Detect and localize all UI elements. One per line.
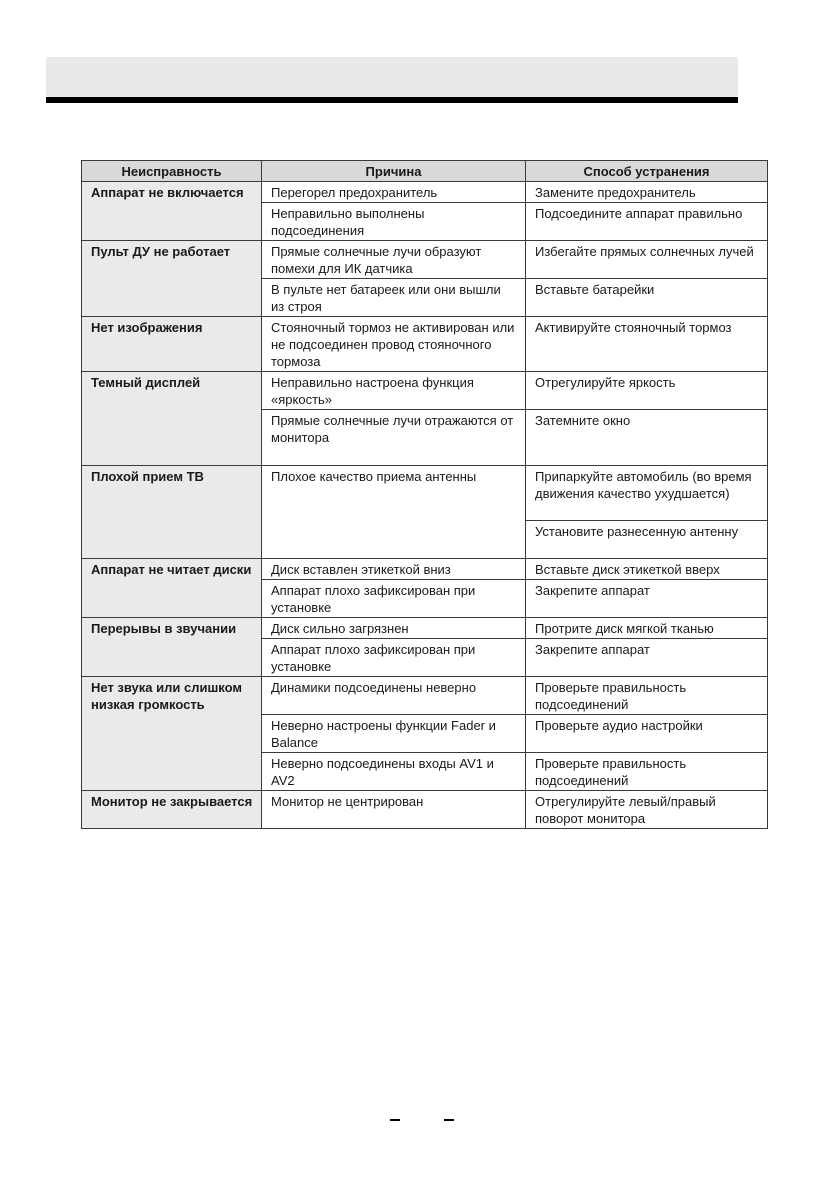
- remedy-cell: Припаркуйте автомобиль (во время движения качество ухудшается): [526, 466, 768, 521]
- remedy-cell: Закрепите аппарат: [526, 639, 768, 677]
- table-row: [82, 791, 768, 829]
- remedy-cell: Проверьте аудио настройки: [526, 715, 768, 753]
- fault-cell: Пульт ДУ не работает: [82, 241, 262, 317]
- remedy-cell: Установите разнесенную антенну: [526, 521, 768, 559]
- table-row: [82, 466, 768, 521]
- fault-cell: Перерывы в звучании: [82, 618, 262, 677]
- footer-dash-right: [444, 1119, 454, 1121]
- remedy-cell: Проверьте правильность подсоединений: [526, 753, 768, 791]
- column-header-cause: Причина: [262, 161, 526, 182]
- remedy-cell: Затемните окно: [526, 410, 768, 466]
- remedy-cell: Протрите диск мягкой тканью: [526, 618, 768, 639]
- table-header-row: [82, 161, 768, 182]
- cause-cell: Неверно настроены функции Fader и Balance: [262, 715, 526, 753]
- remedy-cell: Отрегулируйте левый/правый поворот монитора: [526, 791, 768, 829]
- remedy-cell: Закрепите аппарат: [526, 580, 768, 618]
- cause-cell: Плохое качество приема антенны: [262, 466, 526, 559]
- remedy-cell: Вставьте батарейки: [526, 279, 768, 317]
- cause-cell: Перегорел предохранитель: [262, 182, 526, 203]
- fault-cell: Плохой прием ТВ: [82, 466, 262, 559]
- cause-cell: Неверно подсоединены входы AV1 и AV2: [262, 753, 526, 791]
- cause-cell: Аппарат плохо зафиксирован при установке: [262, 639, 526, 677]
- header-rule: [46, 97, 738, 103]
- remedy-cell: Отрегулируйте яркость: [526, 372, 768, 410]
- cause-cell: Прямые солнечные лучи отражаются от монитора: [262, 410, 526, 466]
- column-header-fault: Неисправность: [82, 161, 262, 182]
- remedy-cell: Замените предохранитель: [526, 182, 768, 203]
- cause-cell: В пульте нет батареек или они вышли из строя: [262, 279, 526, 317]
- table-row: [82, 317, 768, 372]
- cause-cell: Диск вставлен этикеткой вниз: [262, 559, 526, 580]
- cause-cell: Неправильно настроена функция «яркость»: [262, 372, 526, 410]
- table-row: [82, 618, 768, 639]
- remedy-cell: Избегайте прямых солнечных лучей: [526, 241, 768, 279]
- remedy-cell: Активируйте стояночный тормоз: [526, 317, 768, 372]
- table-row: [82, 372, 768, 410]
- table-row: [82, 677, 768, 715]
- troubleshooting-table: [81, 160, 768, 829]
- fault-cell: Аппарат не читает диски: [82, 559, 262, 618]
- remedy-cell: Проверьте правильность подсоединений: [526, 677, 768, 715]
- fault-cell: Темный дисплей: [82, 372, 262, 466]
- page-footer: [390, 1112, 460, 1126]
- column-header-remedy: Способ устранения: [526, 161, 768, 182]
- cause-cell: Диск сильно загрязнен: [262, 618, 526, 639]
- cause-cell: Аппарат плохо зафиксирован при установке: [262, 580, 526, 618]
- remedy-cell: Подсоедините аппарат правильно: [526, 203, 768, 241]
- fault-cell: Аппарат не включается: [82, 182, 262, 241]
- footer-dash-left: [390, 1119, 400, 1121]
- cause-cell: Прямые солнечные лучи образуют помехи для ИК датчика: [262, 241, 526, 279]
- remedy-cell: Вставьте диск этикеткой вверх: [526, 559, 768, 580]
- fault-cell: Нет звука или слишком низкая громкость: [82, 677, 262, 791]
- cause-cell: Динамики подсоединены неверно: [262, 677, 526, 715]
- table-row: [82, 241, 768, 279]
- table-row: [82, 182, 768, 203]
- fault-cell: Нет изображения: [82, 317, 262, 372]
- cause-cell: Монитор не центрирован: [262, 791, 526, 829]
- page-header-band: [46, 57, 738, 97]
- fault-cell: Монитор не закрывается: [82, 791, 262, 829]
- cause-cell: Неправильно выполнены подсоединения: [262, 203, 526, 241]
- cause-cell: Стояночный тормоз не активирован или не подсоединен провод стояночного тормоза: [262, 317, 526, 372]
- table-row: [82, 559, 768, 580]
